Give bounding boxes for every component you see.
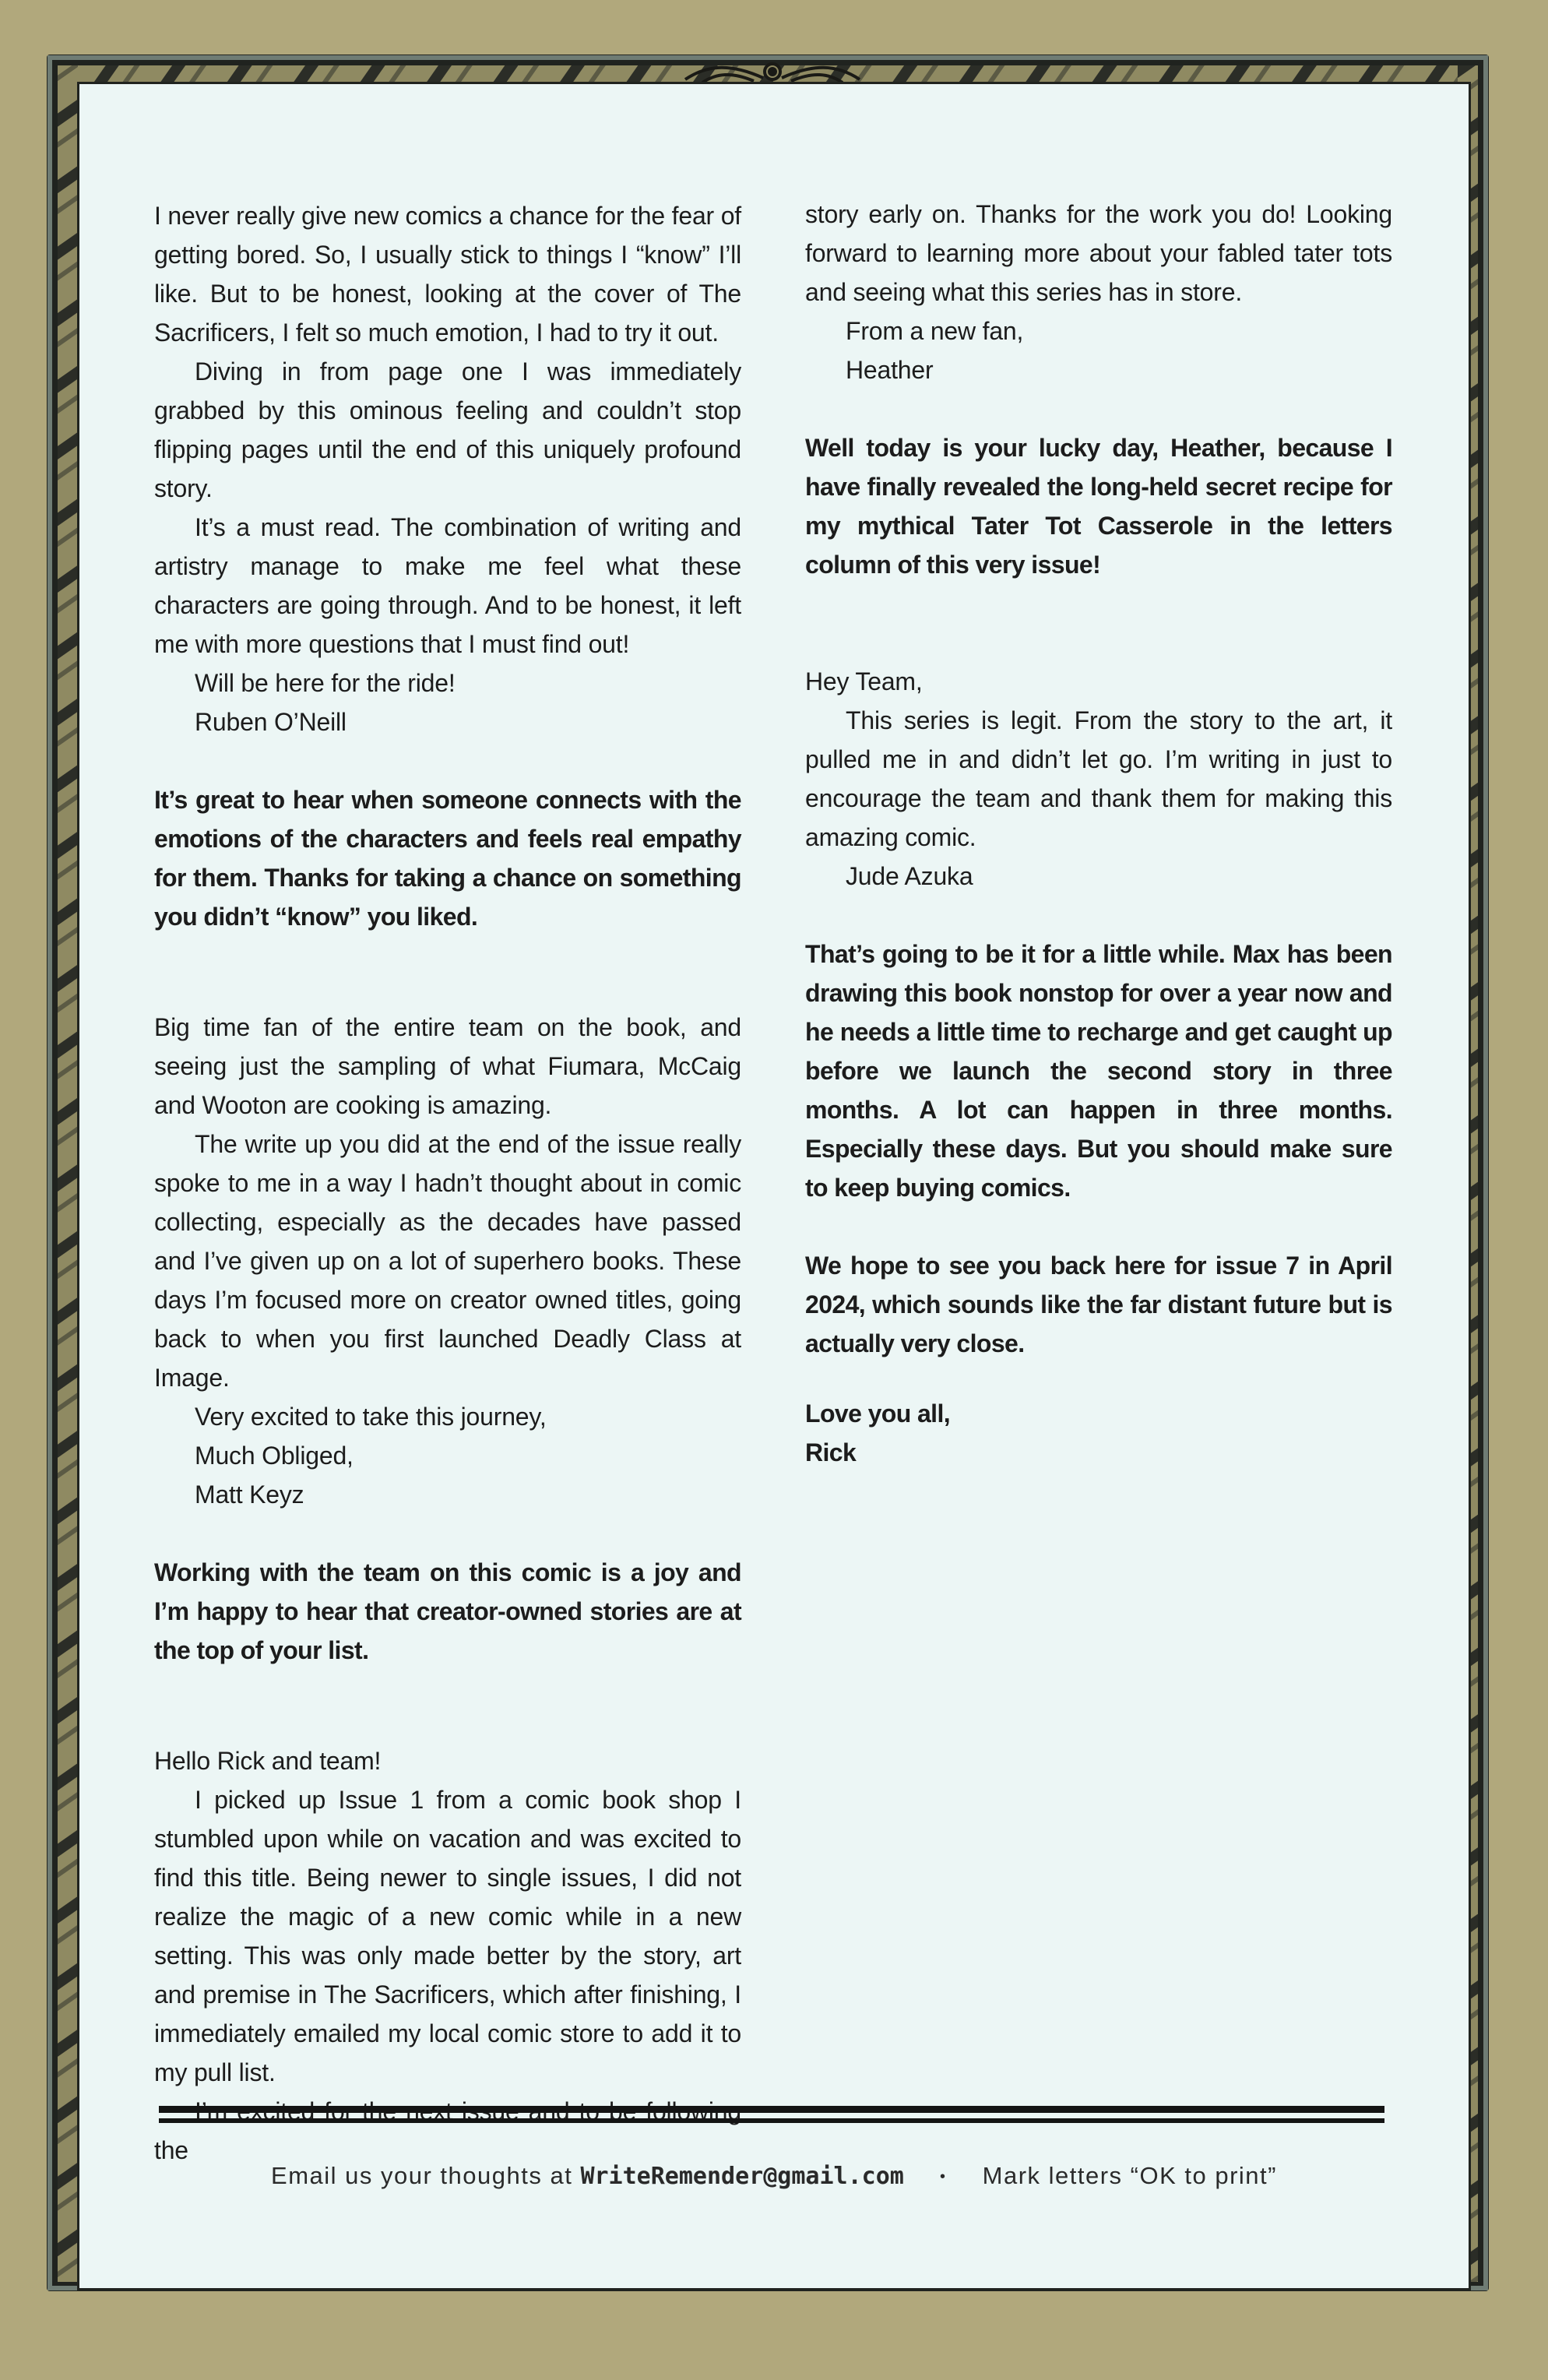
- signoff-line: Love you all,: [805, 1399, 951, 1428]
- letter-signature: Heather: [846, 356, 934, 384]
- letter-signature: Matt Keyz: [195, 1480, 304, 1509]
- left-column: [154, 196, 741, 2170]
- signoff-name: Rick: [805, 1438, 857, 1466]
- bullet-icon: •: [939, 2168, 947, 2186]
- editor-response: It’s great to hear when someone connects with the emotions of the characters and feels real empathy for them. Thanks for taking a chance on something you didn’t “know” you liked.: [154, 786, 741, 931]
- right-column: [805, 195, 1392, 1472]
- footer: [0, 2162, 1548, 2190]
- editor-response: Well today is your lucky day, Heather, because I have finally revealed the long-held secret recipe for my mythical Tater Tot Casserole in the letters column of this very issue!: [805, 434, 1392, 579]
- footer-rule-thin: [159, 2118, 1384, 2123]
- letter-paragraph: I picked up Issue 1 from a comic book shop I stumbled upon while on vacation and was excited to find this title. Being newer to single issues, I did not realize the magic of a new comic while in a new setting. This was only made better by the story, art and premise in The Sacrificers, which after finishing, I immediately emailed my local comic store to add it to my pull list.: [154, 1786, 741, 2086]
- footer-prefix: Email us your thoughts at: [271, 2162, 573, 2189]
- letter-closing: Very excited to take this journey,: [195, 1403, 547, 1431]
- letter-matt: [154, 1008, 741, 1514]
- letter-paragraph: The write up you did at the end of the issue really spoke to me in a way I hadn’t thought about in comic collecting, especially as the decades have passed and I’ve given up on a lot of superhero books. These days I’m focused more on creator owned titles, going back to when you first launched Deadly Class at Image.: [154, 1130, 741, 1392]
- letter-closing: From a new fan,: [846, 317, 1024, 345]
- editor-response: Working with the team on this comic is a joy and I’m happy to hear that creator-owned stories are at the top of your list.: [154, 1558, 741, 1664]
- letter-paragraph: It’s a must read. The combination of writing and artistry manage to make me feel what these characters are going through. And to be honest, it left me with more questions that I must find out!: [154, 513, 741, 658]
- letter-closing: Much Obliged,: [195, 1442, 354, 1470]
- footer-rule-thick: [159, 2106, 1384, 2113]
- letter-greeting: Hey Team,: [805, 667, 923, 695]
- letter-paragraph: I never really give new comics a chance for the fear of getting bored. So, I usually stick to things I “know” I’ll like. But to be honest, looking at the cover of The Sacrificers, I felt so much emotion, I had to try it out.: [154, 202, 741, 347]
- letter-heather-continued: [805, 195, 1392, 389]
- letter-paragraph: Diving in from page one I was immediately grabbed by this ominous feeling and couldn’t stop flipping pages until the end of this uniquely profound story.: [154, 357, 741, 502]
- letter-ruben: [154, 196, 741, 741]
- editor-closing-note: We hope to see you back here for issue 7 in April 2024, which sounds like the far distant future but is actually very close.: [805, 1252, 1392, 1357]
- letter-paragraph: Big time fan of the entire team on the book, and seeing just the sampling of what Fiumara, McCaig and Wooton are cooking is amazing.: [154, 1013, 741, 1119]
- letter-signature: Jude Azuka: [846, 862, 973, 890]
- footer-email-link[interactable]: WriteRemender@gmail.com: [580, 2163, 904, 2190]
- footer-note: Mark letters “OK to print”: [982, 2162, 1277, 2189]
- letter-signature: Ruben O’Neill: [195, 708, 347, 736]
- letter-jude: [805, 662, 1392, 896]
- letter-closing: Will be here for the ride!: [195, 669, 456, 697]
- letter-greeting: Hello Rick and team!: [154, 1747, 382, 1775]
- letter-paragraph: This series is legit. From the story to the art, it pulled me in and didn’t let go. I’m writing in just to encourage the team and thank them for making this amazing comic.: [805, 706, 1392, 851]
- letter-paragraph: the: [154, 2136, 188, 2164]
- editor-closing-note: That’s going to be it for a little while. Max has been drawing this book nonstop for over a year now and he needs a little time to recharge and get caught up before we launch the second story in three months. A lot can happen in three months. Especially these days. But you should make sure to keep buying comics.: [805, 940, 1392, 1202]
- letter-paragraph: story early on. Thanks for the work you do! Looking forward to learning more about your fabled tater tots and seeing what this series has in store.: [805, 200, 1392, 306]
